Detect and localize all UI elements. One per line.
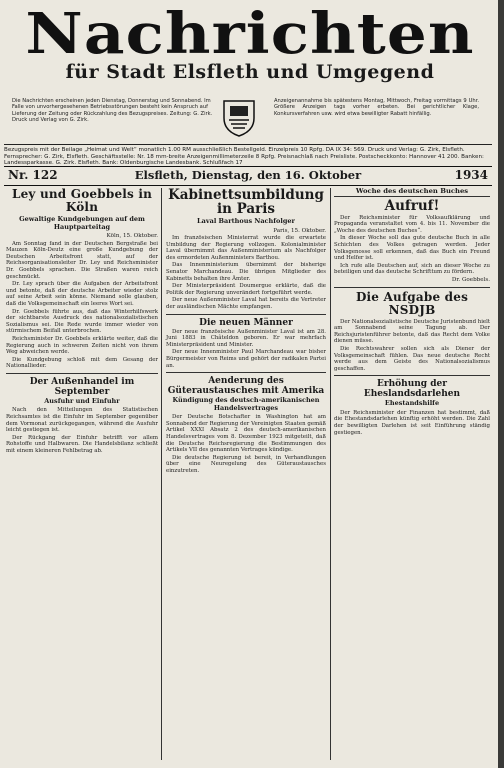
issue-date: Elsfleth, Dienstag, den 16. Oktober [134, 168, 362, 182]
article-signature: Dr. Goebbels. [451, 276, 490, 283]
article-paragraph: Reichsminister Dr. Goebbels erklärte weiter, daß die Regierung auch in schweren Zeiten nicht von ihrem Weg abweichen werde. [6, 335, 158, 356]
masthead [8, 1, 492, 83]
article-headline: Die neuen Männer [199, 317, 293, 328]
article-paragraph: Ich rufe alle Deutschen auf, sich an dieser Woche zu beteiligen und das deutsche Schrifttum zu fördern. [334, 262, 490, 276]
article-paragraph: In dieser Woche soll das gute deutsche Buch in alle Schichten des Volkes getragen werden. Jeder Volksgenosse soll erkennen, daß das Buch ein Freund und Helfer ist. [334, 235, 490, 262]
column-2 [166, 188, 326, 476]
page-bottom-edge [0, 760, 498, 768]
article-paragraph: Dr. Goebbels führte aus, daß das Winterhilfswerk der sichtbarste Ausdruck des nationalsozialistischen Sozialismus sei. Die Rede wurde immer wieder von stürmischem Beifall unterbrochen. [6, 308, 158, 335]
masthead-subtitle: für Stadt Elsfleth und Umgegend [65, 61, 435, 83]
article-subhead: Laval Barthous Nachfolger [197, 217, 295, 225]
column-divider [161, 188, 162, 768]
article-separator [334, 375, 490, 376]
article-paragraph: Im französischen Ministerrat wurde die erwartete Umbildung der Regierung vollzogen. Kolonialminister Laval übernimmt das Außenministerium als Nachfolger des ermordeten Außenministers Barthou. [166, 235, 326, 261]
article-headline: Aufruf! [384, 197, 440, 214]
article-paragraph: Die deutsche Regierung ist bereit, in Verhandlungen über eine Neuregelung des Güteraustausches einzutreten. [166, 454, 326, 474]
subscription-strip: Bezugspreis mit der Beilage „Heimat und Welt“ monatlich 1.00 RM ausschließlich Bestellgeld. Einzelpreis 10 Rpfg. DA IX 34: 569. Druck und Verlag: G. Zirk, Elsfleth. Fernsprecher: G. Zirk, Elsfleth. Geschäftsstelle: Nr. 18 mm-breite Anzeigenmillimeterzeile 8 Rpfg. Preisnachlaß nach Preisliste. Postscheckkonto: Hannover 41 200. Banken: Landessparkasse. G. Zirk. Elsfleth. Bank: Oldenburgische Landesbank. Schlußfach 17 [4, 144, 492, 167]
article-paragraph: Nach den Mitteilungen des Statistischen Reichsamtes ist die Einfuhr im September gegenüber dem Vormonat zurückgegangen, während die Ausfuhr leicht gestiegen ist. [6, 407, 158, 434]
article-paragraph: Der Ministerpräsident Doumergue erklärte, daß die Politik der Regierung unverändert fortgeführt werde. [166, 283, 326, 296]
article-headline: Aenderung des Güteraustausches mit Amerika [167, 376, 325, 397]
article-headline: Die Aufgabe des NSDJB [355, 289, 469, 317]
article-paragraph: Dr. Ley sprach über die Aufgaben der Arbeitsfront und betonte, daß der deutsche Arbeiter wieder stolz auf seine Arbeit sein könne. Niemand solle glauben, daß die Volksgemeinschaft ein leeres Wort sei. [6, 281, 158, 307]
article-paragraph: Die Rechtswahrer sollen sich als Diener der Volksgemeinschaft fühlen. Das neue deutsche Recht werde aus dem Geiste des Nationalsozialismus geschaffen. [334, 345, 490, 372]
masthead-title: Nachrichten [25, 1, 475, 67]
article-dateline: Paris, 15. Oktober. [273, 227, 326, 234]
article-paragraph: Der Reichsminister der Finanzen hat bestimmt, daß die Ehestandsdarlehen künftig erhöht werden. Die Zahl der bewilligten Darlehen ist seit Einführung ständig gestiegen. [334, 409, 490, 436]
article-separator [166, 314, 326, 315]
coat-of-arms-icon [221, 98, 257, 138]
dateline [4, 166, 492, 186]
column-divider [330, 188, 331, 768]
issue-year: 1934 [454, 168, 488, 182]
publication-notice: Die Nachrichten erscheinen jeden Dienstag, Donnerstag und Sonnabend. Im Falle von unvorhergesehenen Betriebsstörungen besteht kein Anspruch auf Lieferung der Zeitung oder Rückzahlung des Bezugspreises. Zeitung: G. Zirk. Druck und Verlag von G. Zirk. [12, 98, 213, 123]
article-paragraph: Die Kundgebung schloß mit dem Gesang der Nationallieder. [6, 356, 158, 370]
article-subhead: Ehestandshilfe [384, 399, 440, 408]
article-headline: Der Außenhandel im September [29, 376, 135, 397]
article-paragraph: Der Deutsche Botschafter in Washington hat am Sonnabend der Regierung der Vereinigten Staaten gemäß Artikel XXXI Absatz 2 des deutsch-amerikanischen Handelsvertrages vom 8. Dezember 1923 mitgeteilt, daß die Deutsche Reichsregierung die Bestimmungen des Artikels VII des genannten Vertrages kündige. [166, 414, 326, 454]
issue-number: Nr. 122 [8, 168, 58, 182]
article-paragraph: Der neue französische Außenminister Laval ist am 28. Juni 1883 in Châteldon geboren. Er war mehrfach Ministerpräsident und Minister. [166, 328, 326, 348]
notice-row [6, 98, 492, 140]
section-label: Woche des deutschen Buches [334, 188, 490, 197]
article-subhead: Kündigung des deutsch-amerikanischen Handelsvertrages [172, 396, 320, 412]
advertising-notice: Anzeigenannahme bis spätestens Montag, Mittwoch, Freitag vormittags 9 Uhr. Größere Anzeigen tags vorher erbeten. Bei gerichtlicher Klage, Konkursverfahren usw. wird etwa bewilligter Rabatt hinfällig. [274, 98, 479, 117]
article-paragraph: Der neue Innenminister Paul Marchandeau war bisher Bürgermeister von Reims und gehört der radikalen Partei an. [166, 349, 326, 369]
article-paragraph: Am Sonntag fand in der Deutschen Bergstraße bei Mauzen Köln-Deutz eine große Kundgebung der Deutschen Arbeitsfront statt, auf der Reichsorganisationsleiter Dr. Ley und Reichsminister Dr. Goebbels sprachen. Die Straßen waren reich geschmückt. [6, 240, 158, 280]
article-paragraph: Der Nationalsozialistische Deutsche Juristenbund hielt am Sonnabend seine Tagung ab. Der Reichsjuristenführer betonte, daß das Recht dem Volke dienen müsse. [334, 318, 491, 345]
article-paragraph: Der Reichsminister für Volksaufklärung und Propaganda veranstaltet vom 4. bis 11. November die „Woche des deutschen Buches“. [334, 214, 490, 234]
article-separator [166, 372, 326, 373]
article-separator [334, 287, 490, 288]
article-headline: Kabinettsumbildung in Paris [168, 187, 324, 217]
article-paragraph: Der neue Außenminister Laval hat bereits die Vertreter der ausländischen Mächte empfangen. [166, 297, 326, 311]
article-paragraph: Das Innenministerium übernimmt der bisherige Senator Marchandeau. Die übrigen Mitglieder des Kabinetts behalten ihre Ämter. [166, 262, 326, 282]
column-3 [334, 188, 490, 437]
article-headline: Ley und Goebbels in Köln [11, 187, 153, 214]
article-subhead: Ausfuhr und Einfuhr [44, 396, 120, 405]
column-1 [6, 188, 158, 456]
article-headline: Erhöhung der Eheslandsdarlehen [363, 379, 461, 400]
article-dateline: Köln, 15. Oktober. [106, 233, 158, 239]
article-paragraph: Der Rückgang der Einfuhr betrifft vor allem Rohstoffe und Halbwaren. Die Handelsbilanz schließt mit einem kleineren Fehlbetrag ab. [6, 434, 158, 454]
article-subhead: Gewaltige Kundgebungen auf dem Hauptparteitag [19, 215, 145, 231]
article-separator [6, 373, 158, 374]
